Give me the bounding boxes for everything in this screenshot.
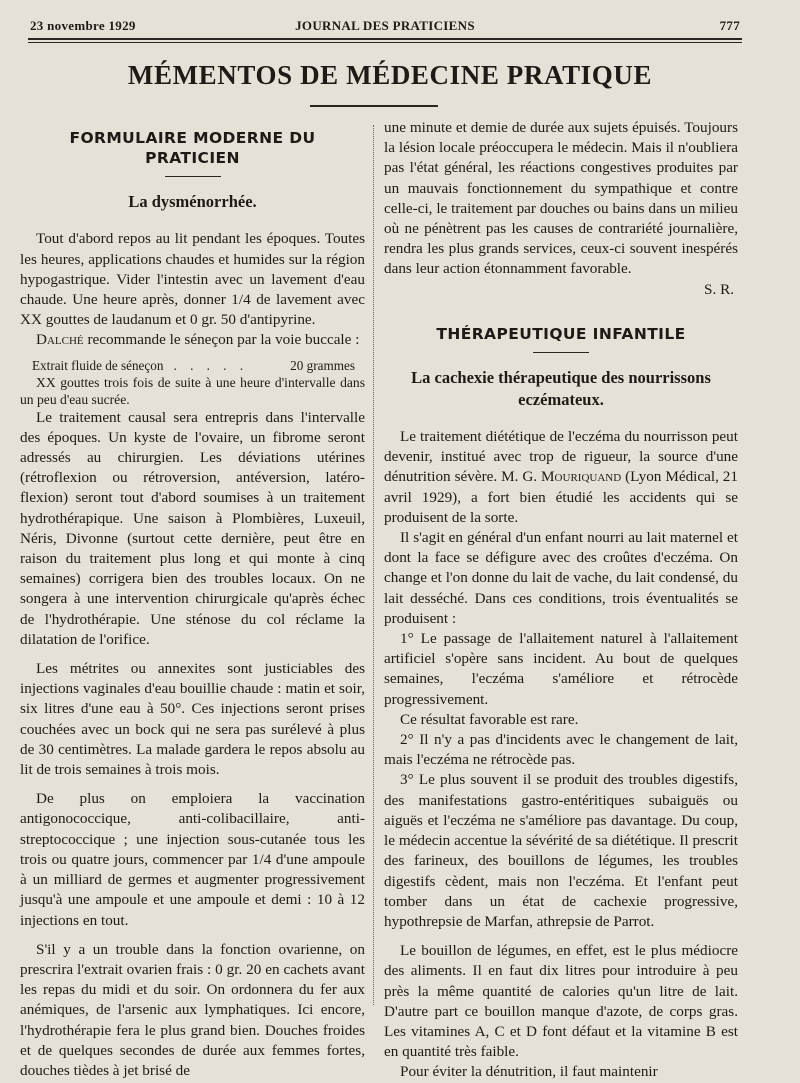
header-rule [28, 38, 742, 40]
section-heading-therapeutique: THÉRAPEUTIQUE INFANTILE [436, 324, 686, 343]
paragraph: 3° Le plus souvent il se produit des troubles digestifs, des manifestations gastro-entéritiques subaiguës ou aiguës et l'eczéma ne s'améliore pas davantage. Du coup, le médecin accentue la sévérité de sa diététique. Il prescrit des farineux, des bouillons de légumes, les troubles digestifs cèdent, mais non l'eczéma. Et l'enfant peut tomber dans un état de cachexie progressive, hypothrepsie de Marfan, athrepsie de Parrot. [384, 771, 738, 930]
author-name: Dalché [36, 331, 84, 349]
header-rule-thin [28, 42, 742, 43]
paragraph: 1° Le passage de l'allaitement naturel à l'allaitement artificiel s'opère sans incident. Au bout de quelques semaines, l'eczéma s'améliore et rétrocède progressivement. [384, 630, 738, 708]
article-title-cachexie: La cachexie thérapeutique des nourrissons eczémateux. [411, 368, 711, 410]
prescription [20, 357, 365, 374]
prescription-item: Extrait fluide de séneçon [32, 357, 164, 373]
left-column [20, 118, 365, 1081]
paragraph: Il s'agit en général d'un enfant nourri au lait maternel et dont la face se défigure avec des croûtes d'eczéma. On change et l'on donne du lait de vache, du lait condensé, du lait desséché. Dans ces conditions, trois éventualités se produisent : [384, 529, 738, 627]
paragraph: Ce résultat favorable est rare. [400, 710, 579, 728]
issue-date: 23 novembre 1929 [30, 18, 136, 33]
author-name: Mouriquand [541, 468, 622, 486]
prescription-line [20, 357, 365, 374]
paragraph: De plus on emploiera la vaccination antigonococcique, anti-colibacillaire, anti-streptococcique ; une injection sous-cutanée tous les trois ou quatre jours, commencer par 1/4 d'une ampoule à un milliard de germes et augmenter progressivement jusqu'à une ampoule et une ampoule et demi : 10 à 12 injections en tout. [20, 790, 365, 929]
right-column [384, 118, 738, 1083]
journal-name: JOURNAL DES PRATICIENS [295, 18, 475, 33]
article-title-dysmenorrhee: La dysménorrhée. [128, 192, 257, 212]
page-number: 777 [719, 18, 740, 33]
prescription-note: XX gouttes trois fois de suite à une heure d'intervalle dans un peu d'eau sucrée. [20, 374, 365, 407]
running-head [30, 14, 740, 36]
paragraph: Tout d'abord repos au lit pendant les époques. Toutes les heures, applications chaudes et humides sur la région hypogastrique. Vider l'intestin avec un lavement d'eau chaude. Une heure après, donner 1/4 de lavement avec XX gouttes de laudanum et 0 gr. 50 d'antipyrine. [20, 230, 365, 329]
paragraph: une minute et demie de durée aux sujets épuisés. Toujours la lésion locale préoccupera le médecin. Mais il n'oubliera pas l'état général, les réactions congestives produites par un mauvais fonctionnement du sympathique et contre celle-ci, le traitement par douches ou bains dans un milieu où ne pénètrent pas les causes de contrariété journalière, rendra les plus grands services, ceux-ci souvent inespérés dans leur action étonnamment favorable. [384, 119, 738, 278]
signature: S. R. [704, 280, 734, 298]
title-rule [310, 105, 438, 107]
paragraph: Le traitement diététique de l'eczéma du nourrisson peut devenir, institué avec trop de rigueur, la source d'une dénutrition sévère. M. G. Mouriquand (Lyon Médical, 21 avril 1929), a fort bien étudié les accidents qui se produisent de la sorte. [384, 428, 738, 526]
paragraph: S'il y a un trouble dans la fonction ovarienne, on prescrira l'extrait ovarien frais : 0 gr. 20 en cachets avant les repas du midi et du soir. On ordonnera du fer aux anémiques, de l'arsenic aux lymphatiques. Ici encore, l'hydrothérapie fera le plus grand bien. Douches froides et de quelques secondes de durée aux femmes fortes, douches tièdes à jet brisé de [20, 940, 365, 1079]
paragraph: Dalché recommande le séneçon par la voie buccale : [36, 331, 360, 349]
paragraph: 2° Il n'y a pas d'incidents avec le changement de lait, mais l'eczéma ne rétrocède pas. [384, 731, 738, 769]
leader-dots: . . . . . [173, 357, 249, 373]
paragraph: Pour éviter la dénutrition, il faut maintenir [400, 1063, 658, 1081]
prescription-quantity: 20 grammes [290, 357, 355, 373]
paragraph: Le bouillon de légumes, en effet, est le plus médiocre des aliments. Il en faut dix litres pour introduire à peu près la même quantité de calories qu'un litre de lait. D'autre part ce bouillon manque d'azote, de corps gras. Les vitamines A, C et D font défaut et la vitamine B est en quantité très faible. [384, 942, 738, 1061]
column-divider [373, 125, 374, 1005]
paragraph: Les métrites ou annexites sont justiciables des injections vaginales d'eau bouillie chaude : matin et soir, six litres d'une eau à 50°. Ces injections seront prises couchées avec un bock qui ne sera pas surélevé à plus de 30 centimètres. La malade gardera le repos absolu au lit de trois semaines à trois mois. [20, 660, 365, 779]
main-title: MÉMENTOS DE MÉDECINE PRATIQUE [127, 60, 653, 90]
section-heading-formulaire: FORMULAIRE MODERNE DU PRATICIEN [69, 129, 316, 168]
paragraph: Le traitement causal sera entrepris dans l'intervalle des époques. Un kyste de l'ovaire, un fibrome seront adressés au chirurgien. Les déviations utérines (rétroflexion ou rétroversion, antéversion, latéro-flexion) seront tout d'abord soumises à un traitement hydrothérapique. Une saison à Plombières, Luxeuil, Néris, Divonne (surtout cette dernière, peut être en raison du traitement plus long et qui monte à cinq semaines) corrigera bien des troubles locaux. On ne songera à une intervention chirurgicale qu'après échec de l'hydrothérapie. Une sténose du col réclame la dilatation de l'orifice. [20, 408, 365, 648]
section-rule [165, 176, 221, 177]
section-rule [533, 352, 589, 353]
